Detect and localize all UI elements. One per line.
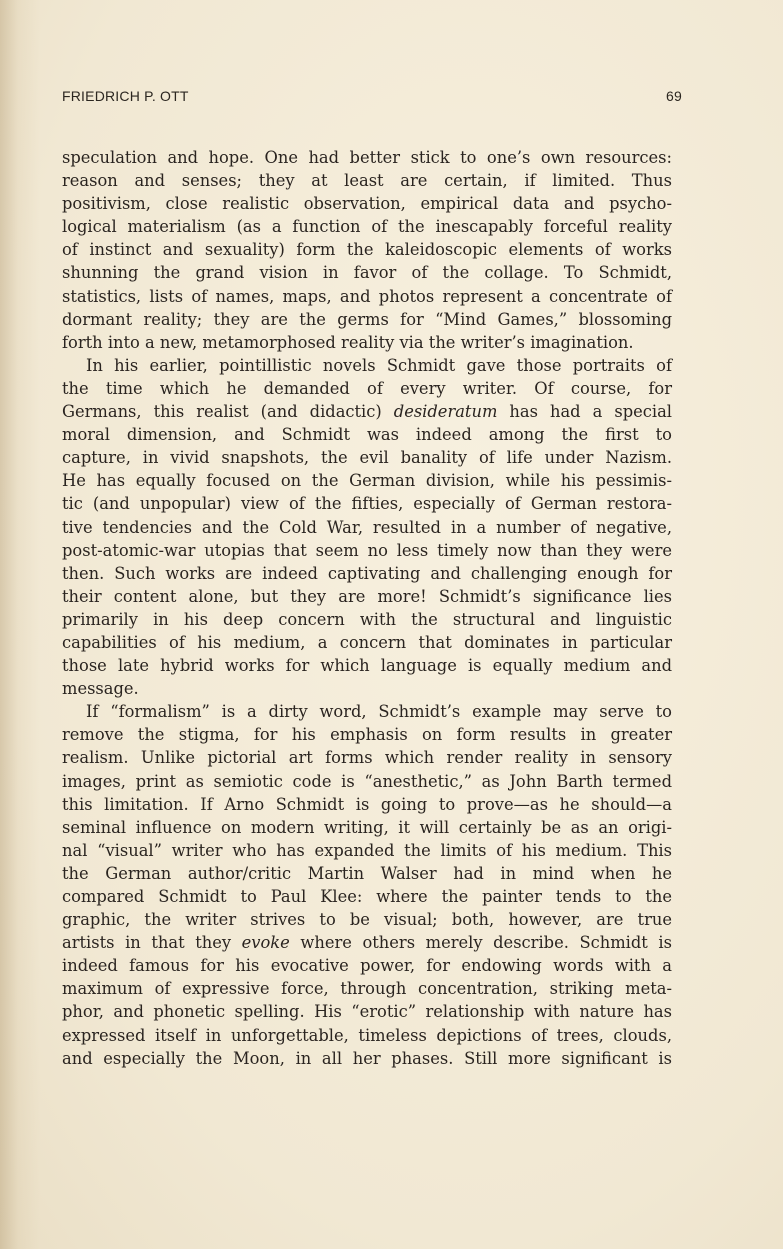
text-line: the time which he demanded of every writer. Of course, for (62, 378, 672, 398)
italic-term: evoke (241, 933, 290, 953)
text-line: speculation and hope. One had better stick to one’s own resources: (62, 148, 672, 167)
text-line: remove the stigma, for his emphasis on form results in greater (62, 725, 672, 745)
text-line: phor, and phonetic spelling. His “erotic” relationship with nature has (62, 1002, 672, 1022)
text-line: tic (and unpopular) view of the fifties, especially of German restora- (62, 494, 672, 514)
text-line: the German author/critic Martin Walser had in mind when he (62, 863, 672, 883)
text-line: nal “visual” writer who has expanded the limits of his medium. This (62, 840, 672, 860)
text-line: those late hybrid works for which language is equally medium and (62, 656, 672, 676)
text-line: positivism, close realistic observation, empirical data and psycho- (62, 194, 672, 214)
text-line: forth into a new, metamorphosed reality via the writer’s imagination. (62, 332, 634, 352)
text-line: tive tendencies and the Cold War, resulted in a number of negative, (62, 517, 672, 537)
text-line (62, 400, 672, 423)
text-line: reason and senses; they at least are certain, if limited. Thus (62, 171, 672, 191)
text-line: In his earlier, pointillistic novels Schmidt gave those portraits of (86, 355, 672, 375)
text-line (62, 931, 672, 954)
text-line: of instinct and sexuality) form the kaleidoscopic elements of works (62, 240, 672, 260)
text-line: expressed itself in unforgettable, timeless depictions of trees, clouds, (62, 1025, 672, 1045)
text-line: moral dimension, and Schmidt was indeed among the first to (62, 425, 672, 445)
italic-term: desideratum (393, 402, 498, 422)
text-line: statistics, lists of names, maps, and photos represent a concentrate of (62, 286, 672, 306)
text-segment: Germans, this realist (and didactic) (62, 402, 394, 422)
running-head-author: FRIEDRICH P. OTT (62, 88, 189, 104)
page-number: 69 (666, 88, 682, 104)
text-line: maximum of expressive force, through concentration, striking meta- (62, 979, 672, 999)
text-line: shunning the grand vision in favor of the collage. To Schmidt, (62, 263, 672, 283)
text-line: compared Schmidt to Paul Klee: where the painter tends to the (62, 887, 672, 906)
text-segment: has had a special (497, 402, 672, 422)
running-head (62, 88, 682, 108)
text-line: images, print as semiotic code is “anesthetic,” as John Barth termed (62, 771, 672, 791)
text-segment: where others merely describe. Schmidt is (289, 933, 672, 953)
text-line: then. Such works are indeed captivating and challenging enough for (62, 563, 672, 583)
text-line: their content alone, but they are more! Schmidt’s significance lies (62, 586, 672, 606)
text-line: dormant reality; they are the germs for “Mind Games,” blossoming (62, 309, 672, 329)
text-line: primarily in his deep concern with the structural and linguistic (62, 609, 672, 629)
text-line: and especially the Moon, in all her phases. Still more significant is (62, 1048, 672, 1068)
text-segment: artists in that they (62, 933, 242, 953)
text-line: seminal influence on modern writing, it will certainly be as an origi- (62, 817, 672, 837)
text-line: realism. Unlike pictorial art forms which render reality in sensory (62, 748, 672, 768)
text-line: If “formalism” is a dirty word, Schmidt’s example may serve to (86, 702, 672, 722)
text-line: this limitation. If Arno Schmidt is going to prove—as he should—a (62, 794, 672, 814)
text-line: indeed famous for his evocative power, for endowing words with a (62, 956, 672, 976)
text-line: post-atomic-war utopias that seem no less timely now than they were (62, 540, 672, 560)
text-line: logical materialism (as a function of the inescapably forceful reality (62, 217, 672, 237)
text-line: capabilities of his medium, a concern that dominates in particular (62, 632, 672, 652)
body-text (62, 146, 672, 1070)
text-line: He has equally focused on the German division, while his pessimis- (62, 471, 672, 491)
text-line: graphic, the writer strives to be visual; both, however, are true (62, 910, 672, 930)
text-line: capture, in vivid snapshots, the evil banality of life under Nazism. (62, 448, 672, 468)
text-line: message. (62, 679, 139, 699)
